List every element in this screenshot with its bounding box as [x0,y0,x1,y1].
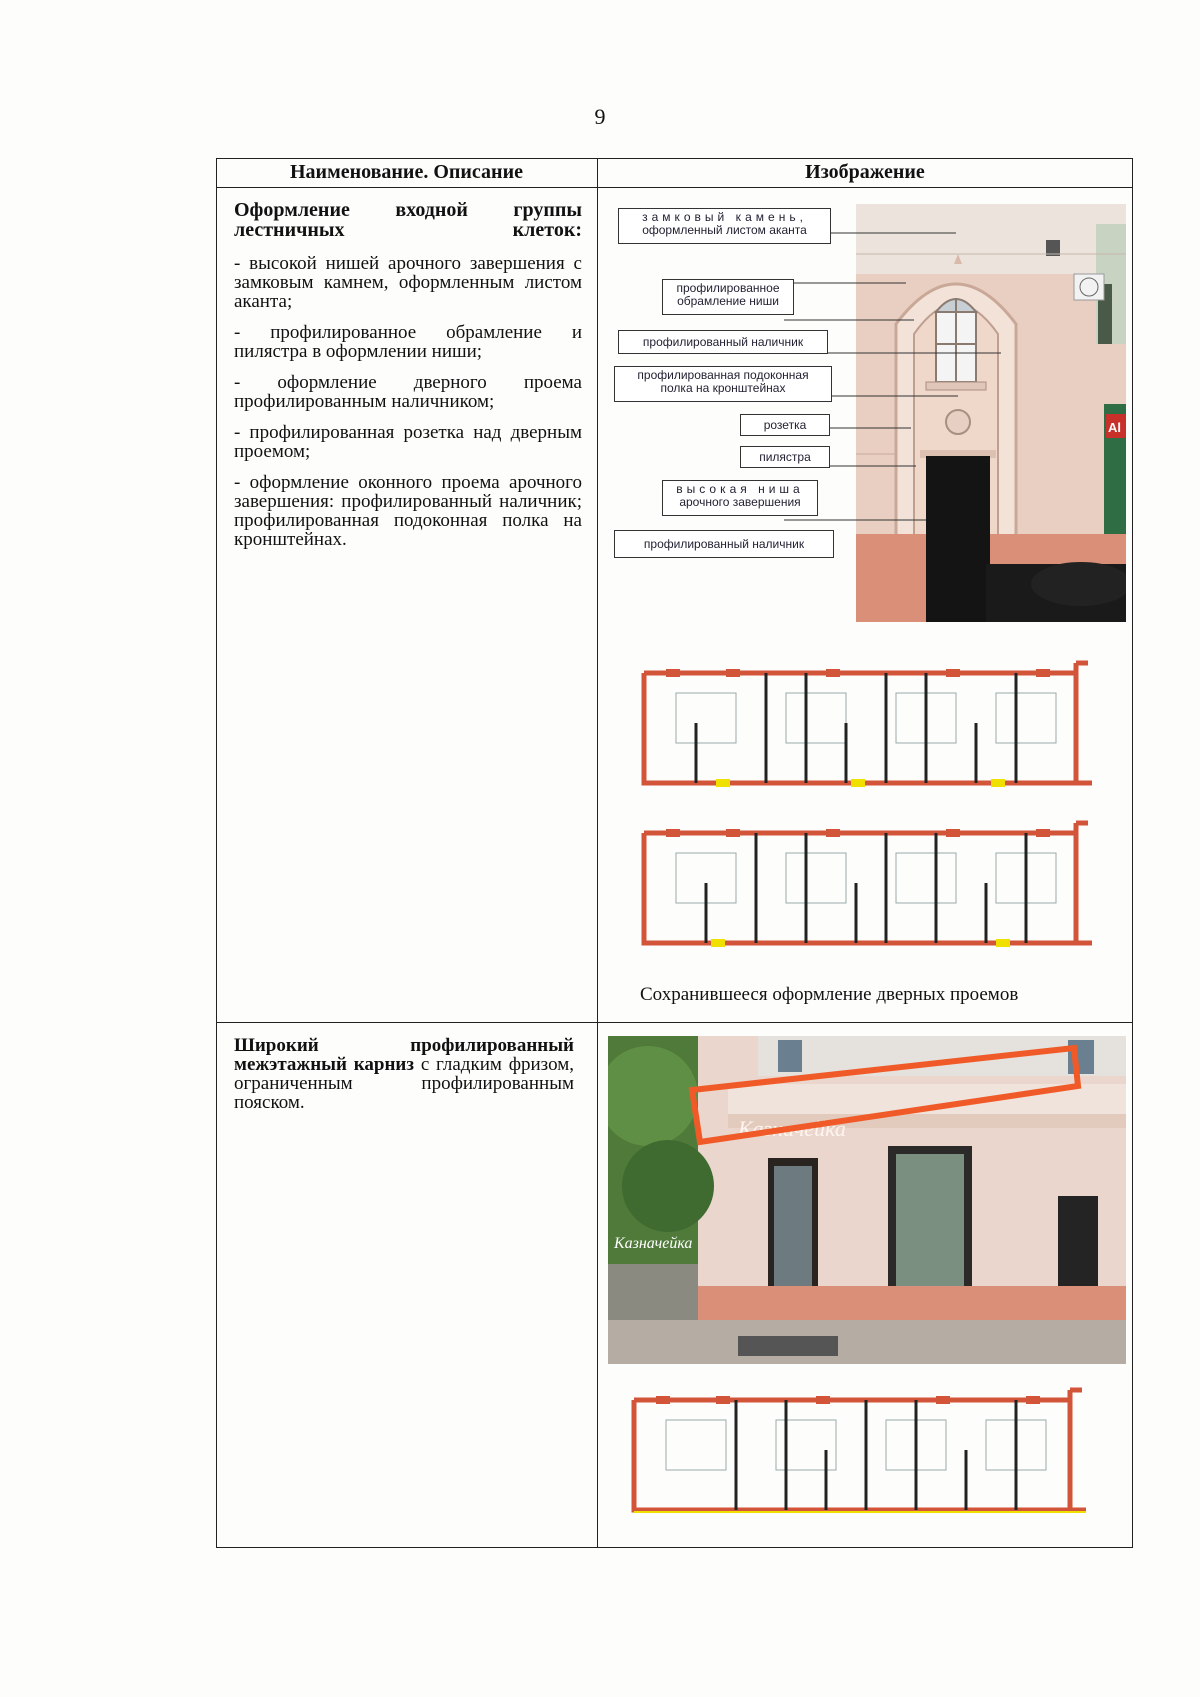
row1-item-5: - оформление оконного проема арочного завершения: профилированный наличник; профилированная подоконная полка на кронштейнах. [234,472,582,550]
callout-pilaster: пилястра [740,446,830,468]
row1-item-1: - высокой нишей арочного завершения с замковым камнем, оформленным листом аканта; [234,253,582,312]
floor-plan-3 [626,1380,1096,1522]
row2-title [234,1036,574,1112]
side-sign: Казначейка [614,1235,693,1252]
header-name: Наименование. Описание [290,161,523,183]
callout-keystone: замковый камень, оформленный листом аканта [618,208,831,244]
storefront-sign: Казначейка [738,1116,846,1141]
callout-window-sill: профилированная подоконная полка на кронштейнах [614,366,832,402]
shop-sign-text: Аl [1108,420,1121,435]
callout-high-niche: высокая ниша арочного завершения [662,480,818,516]
description-table [216,158,1133,1548]
callout-architrave-bottom: профилированный наличник [614,530,834,558]
callout-niche-frame: профилированное обрамление ниши [662,279,794,315]
row1-item-2: - профилированное обрамление и пилястра в оформлении ниши; [234,322,582,362]
plans-caption: Сохранившееся оформление дверных проемов [640,984,1019,1005]
floor-plan-1 [636,653,1096,795]
header-image: Изображение [805,161,925,183]
cornice-photo [608,1036,1126,1364]
callout-rosette: розетка [740,414,830,436]
row2-title-rest: с гладким фризом, ограниченным профилированным пояском. [234,1054,574,1113]
page-number: 9 [594,104,606,129]
callout-architrave-top: профилированный наличник [618,330,828,354]
row1-item-4: - профилированная розетка над дверным проемом; [234,422,582,462]
floor-plan-2 [636,813,1096,955]
row2-description [234,1036,574,1124]
row1-title: Оформление входной группы лестничных клеток: [234,199,582,241]
row2-title-bold: Широкий профилированный межэтажный карниз [234,1035,574,1075]
row1-item-3: - оформление дверного проема профилированным наличником; [234,372,582,412]
